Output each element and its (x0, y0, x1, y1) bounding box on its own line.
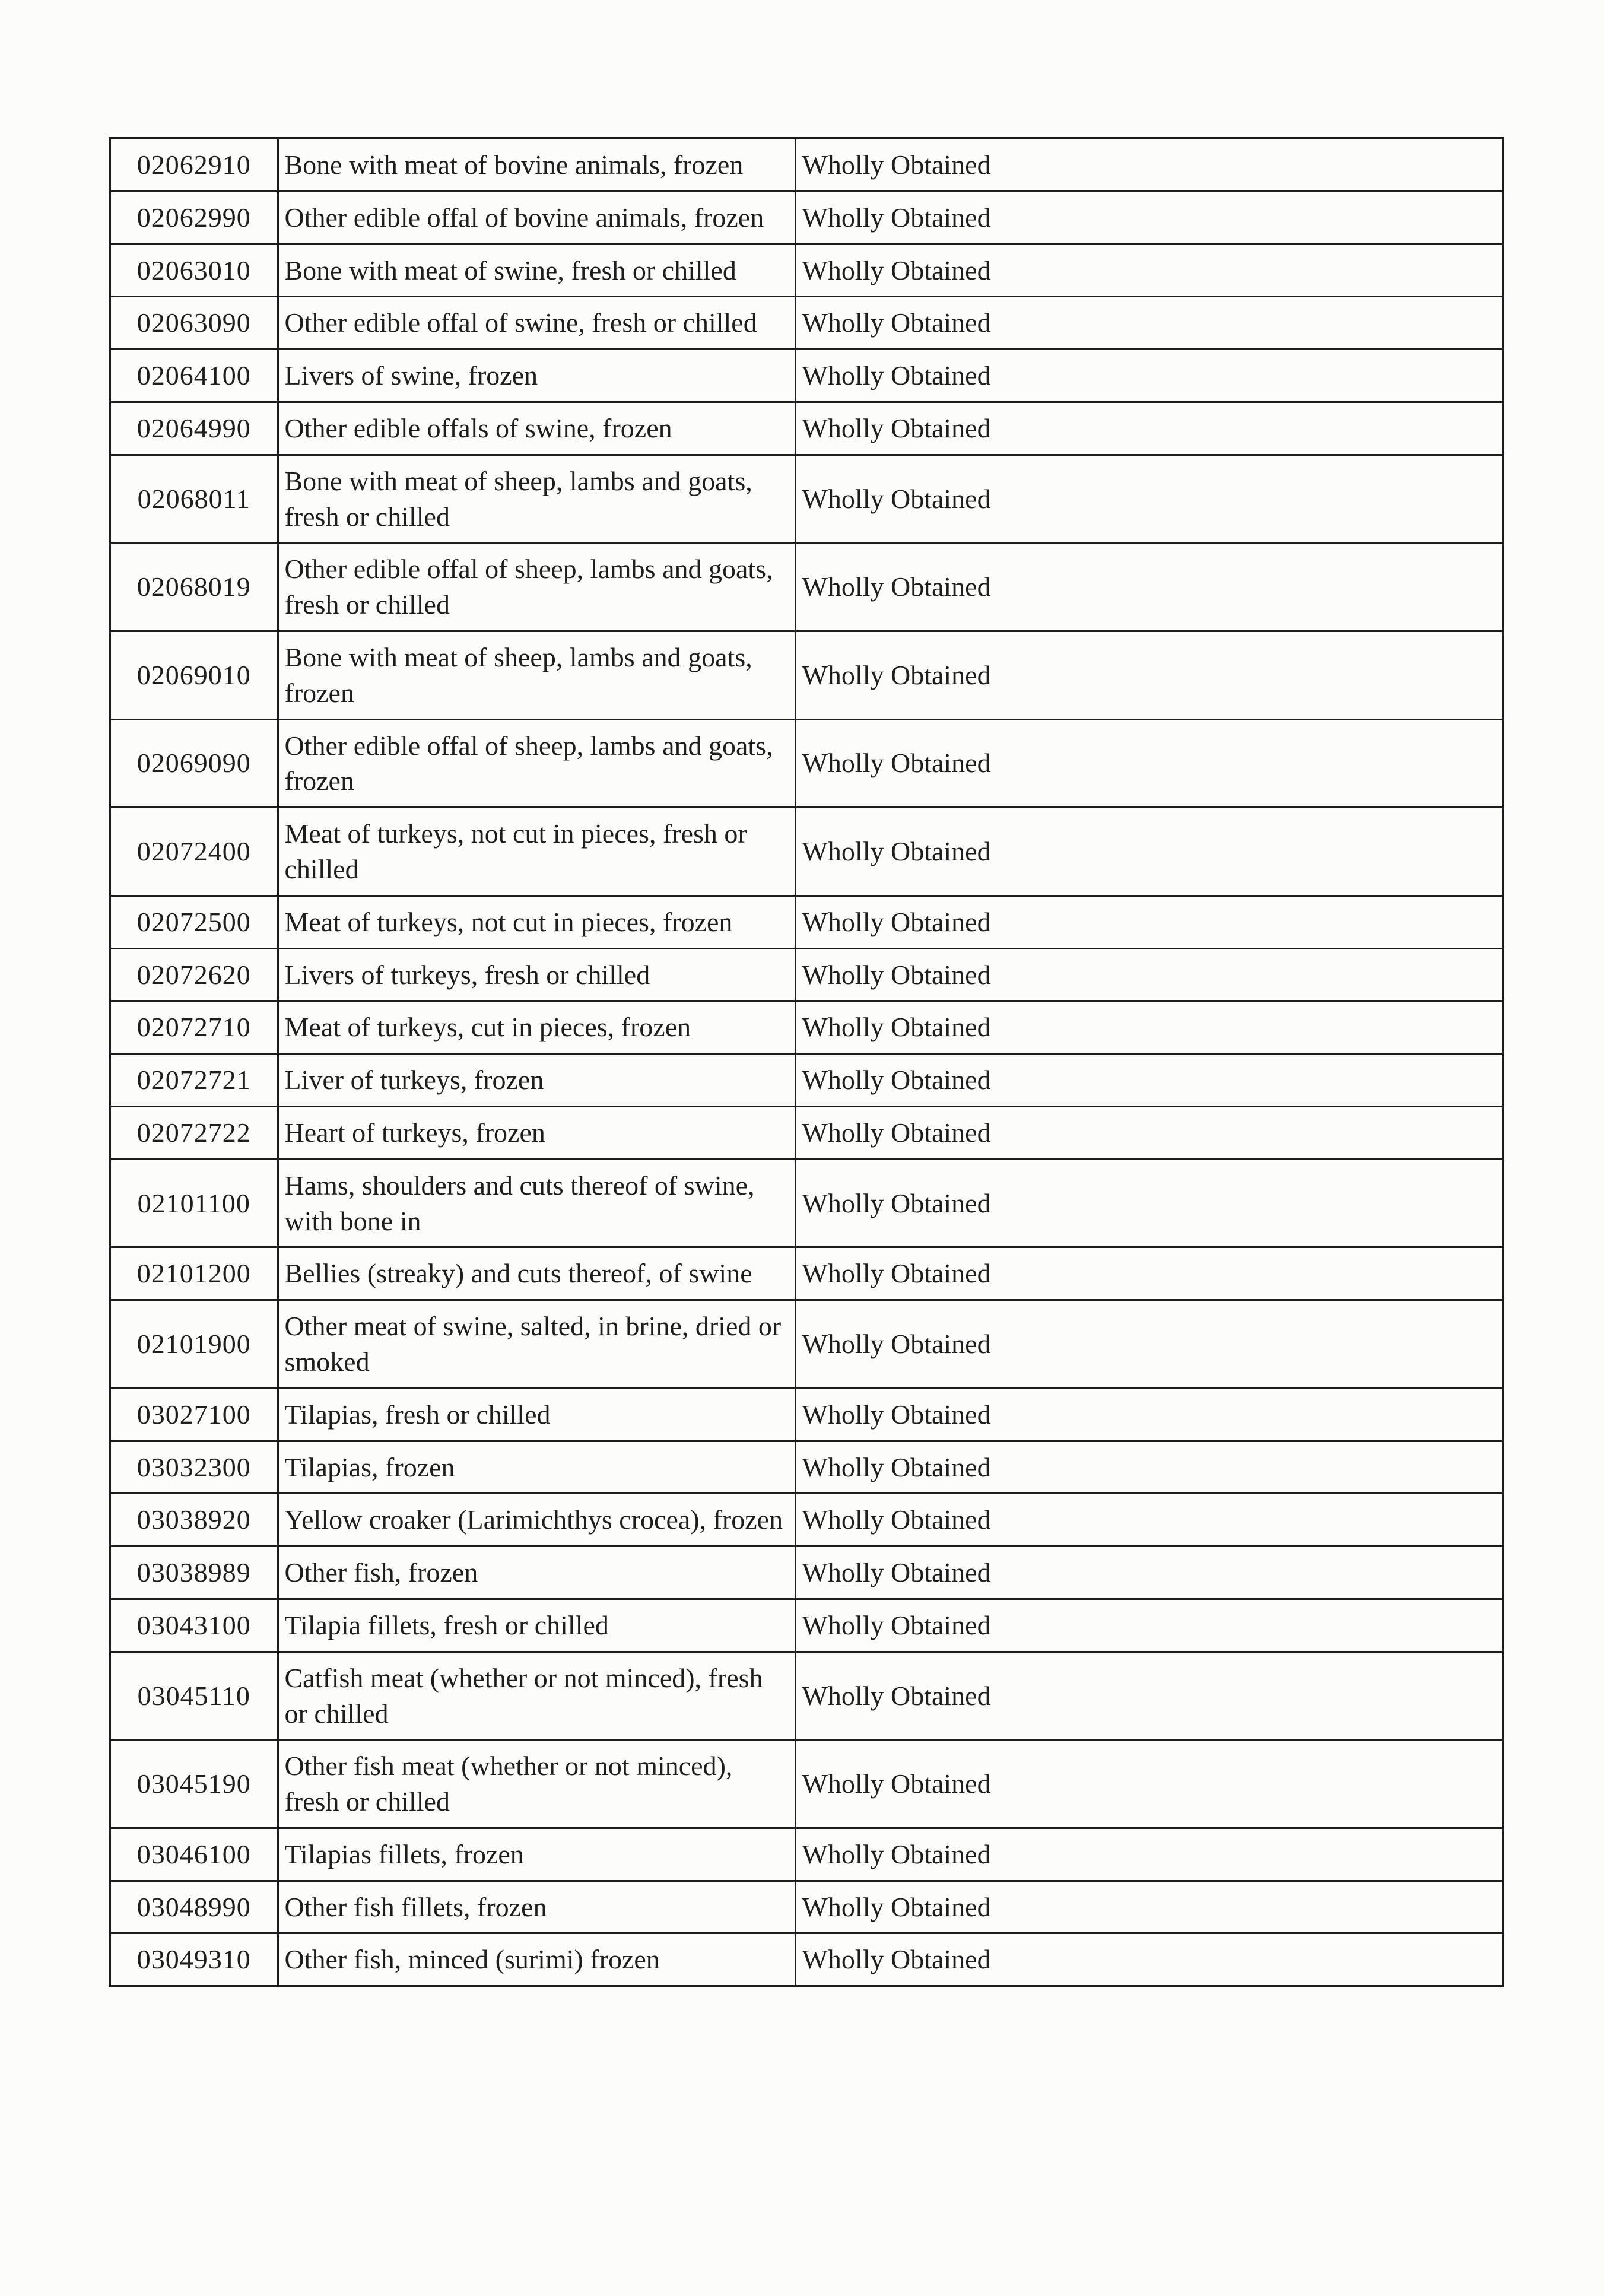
cell-criterion: Wholly Obtained (795, 1300, 1503, 1389)
cell-description: Tilapias, frozen (278, 1441, 795, 1494)
cell-code: 02069090 (110, 719, 278, 808)
table-row (110, 1881, 1503, 1933)
table-row (110, 1933, 1503, 1986)
table-row (110, 1106, 1503, 1159)
cell-criterion: Wholly Obtained (795, 1494, 1503, 1546)
cell-code: 02069010 (110, 631, 278, 719)
cell-description: Bone with meat of swine, fresh or chilled (278, 244, 795, 297)
cell-criterion: Wholly Obtained (795, 191, 1503, 244)
cell-description: Bellies (streaky) and cuts thereof, of swine (278, 1247, 795, 1300)
table-row (110, 1599, 1503, 1652)
table-row (110, 191, 1503, 244)
cell-criterion: Wholly Obtained (795, 948, 1503, 1001)
table-row (110, 631, 1503, 719)
cell-description: Other edible offal of sheep, lambs and goats, frozen (278, 719, 795, 808)
cell-criterion: Wholly Obtained (795, 1599, 1503, 1652)
cell-criterion: Wholly Obtained (795, 1159, 1503, 1247)
cell-description: Catfish meat (whether or not minced), fresh or chilled (278, 1652, 795, 1740)
cell-code: 02062990 (110, 191, 278, 244)
table-row (110, 1828, 1503, 1881)
cell-criterion: Wholly Obtained (795, 1247, 1503, 1300)
table-row (110, 895, 1503, 948)
cell-description: Livers of turkeys, fresh or chilled (278, 948, 795, 1001)
cell-criterion: Wholly Obtained (795, 350, 1503, 402)
cell-criterion: Wholly Obtained (795, 402, 1503, 455)
cell-description: Meat of turkeys, cut in pieces, frozen (278, 1001, 795, 1054)
cell-criterion: Wholly Obtained (795, 455, 1503, 543)
hs-rules-table (109, 137, 1504, 1987)
cell-description: Other edible offals of swine, frozen (278, 402, 795, 455)
cell-code: 02072620 (110, 948, 278, 1001)
table-row (110, 297, 1503, 350)
cell-description: Other edible offal of swine, fresh or chilled (278, 297, 795, 350)
cell-description: Meat of turkeys, not cut in pieces, fresh or chilled (278, 808, 795, 896)
table-row (110, 948, 1503, 1001)
cell-description: Tilapias fillets, frozen (278, 1828, 795, 1881)
cell-criterion: Wholly Obtained (795, 1740, 1503, 1828)
table-row (110, 808, 1503, 896)
table-row (110, 1388, 1503, 1441)
cell-code: 03038920 (110, 1494, 278, 1546)
table-row (110, 350, 1503, 402)
cell-description: Liver of turkeys, frozen (278, 1054, 795, 1107)
table-row (110, 1300, 1503, 1389)
cell-criterion: Wholly Obtained (795, 1001, 1503, 1054)
cell-code: 02062910 (110, 138, 278, 191)
cell-criterion: Wholly Obtained (795, 138, 1503, 191)
cell-code: 02068019 (110, 543, 278, 631)
cell-code: 03045110 (110, 1652, 278, 1740)
cell-description: Other meat of swine, salted, in brine, dried or smoked (278, 1300, 795, 1389)
cell-code: 02063010 (110, 244, 278, 297)
cell-criterion: Wholly Obtained (795, 543, 1503, 631)
hs-table-body (110, 138, 1503, 1986)
cell-criterion: Wholly Obtained (795, 244, 1503, 297)
cell-code: 02068011 (110, 455, 278, 543)
cell-criterion: Wholly Obtained (795, 1828, 1503, 1881)
cell-description: Other fish, minced (surimi) frozen (278, 1933, 795, 1986)
cell-code: 02101200 (110, 1247, 278, 1300)
cell-criterion: Wholly Obtained (795, 1881, 1503, 1933)
cell-criterion: Wholly Obtained (795, 1933, 1503, 1986)
cell-description: Other fish meat (whether or not minced), fresh or chilled (278, 1740, 795, 1828)
cell-description: Meat of turkeys, not cut in pieces, frozen (278, 895, 795, 948)
table-row (110, 1740, 1503, 1828)
table-row (110, 1652, 1503, 1740)
cell-description: Tilapia fillets, fresh or chilled (278, 1599, 795, 1652)
table-row (110, 1054, 1503, 1107)
table-row (110, 543, 1503, 631)
table-row (110, 1001, 1503, 1054)
table-row (110, 244, 1503, 297)
cell-code: 02101900 (110, 1300, 278, 1389)
cell-code: 02063090 (110, 297, 278, 350)
cell-code: 02064100 (110, 350, 278, 402)
cell-description: Livers of swine, frozen (278, 350, 795, 402)
cell-code: 03027100 (110, 1388, 278, 1441)
cell-criterion: Wholly Obtained (795, 631, 1503, 719)
cell-criterion: Wholly Obtained (795, 895, 1503, 948)
table-row (110, 1247, 1503, 1300)
cell-criterion: Wholly Obtained (795, 1106, 1503, 1159)
cell-code: 02101100 (110, 1159, 278, 1247)
cell-criterion: Wholly Obtained (795, 1054, 1503, 1107)
cell-description: Yellow croaker (Larimichthys crocea), frozen (278, 1494, 795, 1546)
cell-criterion: Wholly Obtained (795, 1652, 1503, 1740)
cell-description: Heart of turkeys, frozen (278, 1106, 795, 1159)
cell-code: 03046100 (110, 1828, 278, 1881)
cell-code: 03049310 (110, 1933, 278, 1986)
cell-code: 02072500 (110, 895, 278, 948)
table-row (110, 455, 1503, 543)
cell-code: 02072710 (110, 1001, 278, 1054)
cell-criterion: Wholly Obtained (795, 808, 1503, 896)
cell-description: Other fish, frozen (278, 1546, 795, 1599)
cell-criterion: Wholly Obtained (795, 719, 1503, 808)
cell-description: Other edible offal of bovine animals, frozen (278, 191, 795, 244)
table-row (110, 1159, 1503, 1247)
cell-criterion: Wholly Obtained (795, 1388, 1503, 1441)
cell-description: Bone with meat of sheep, lambs and goats, fresh or chilled (278, 455, 795, 543)
cell-description: Hams, shoulders and cuts thereof of swine, with bone in (278, 1159, 795, 1247)
cell-code: 02064990 (110, 402, 278, 455)
cell-code: 02072400 (110, 808, 278, 896)
cell-description: Tilapias, fresh or chilled (278, 1388, 795, 1441)
cell-code: 03038989 (110, 1546, 278, 1599)
cell-description: Other edible offal of sheep, lambs and goats, fresh or chilled (278, 543, 795, 631)
cell-code: 02072721 (110, 1054, 278, 1107)
cell-description: Bone with meat of sheep, lambs and goats, frozen (278, 631, 795, 719)
cell-code: 03048990 (110, 1881, 278, 1933)
cell-code: 03045190 (110, 1740, 278, 1828)
cell-code: 03032300 (110, 1441, 278, 1494)
cell-criterion: Wholly Obtained (795, 1546, 1503, 1599)
cell-code: 02072722 (110, 1106, 278, 1159)
cell-criterion: Wholly Obtained (795, 1441, 1503, 1494)
table-row (110, 402, 1503, 455)
table-row (110, 1546, 1503, 1599)
cell-description: Other fish fillets, frozen (278, 1881, 795, 1933)
cell-description: Bone with meat of bovine animals, frozen (278, 138, 795, 191)
table-row (110, 719, 1503, 808)
cell-code: 03043100 (110, 1599, 278, 1652)
table-row (110, 1494, 1503, 1546)
table-row (110, 138, 1503, 191)
table-row (110, 1441, 1503, 1494)
cell-criterion: Wholly Obtained (795, 297, 1503, 350)
